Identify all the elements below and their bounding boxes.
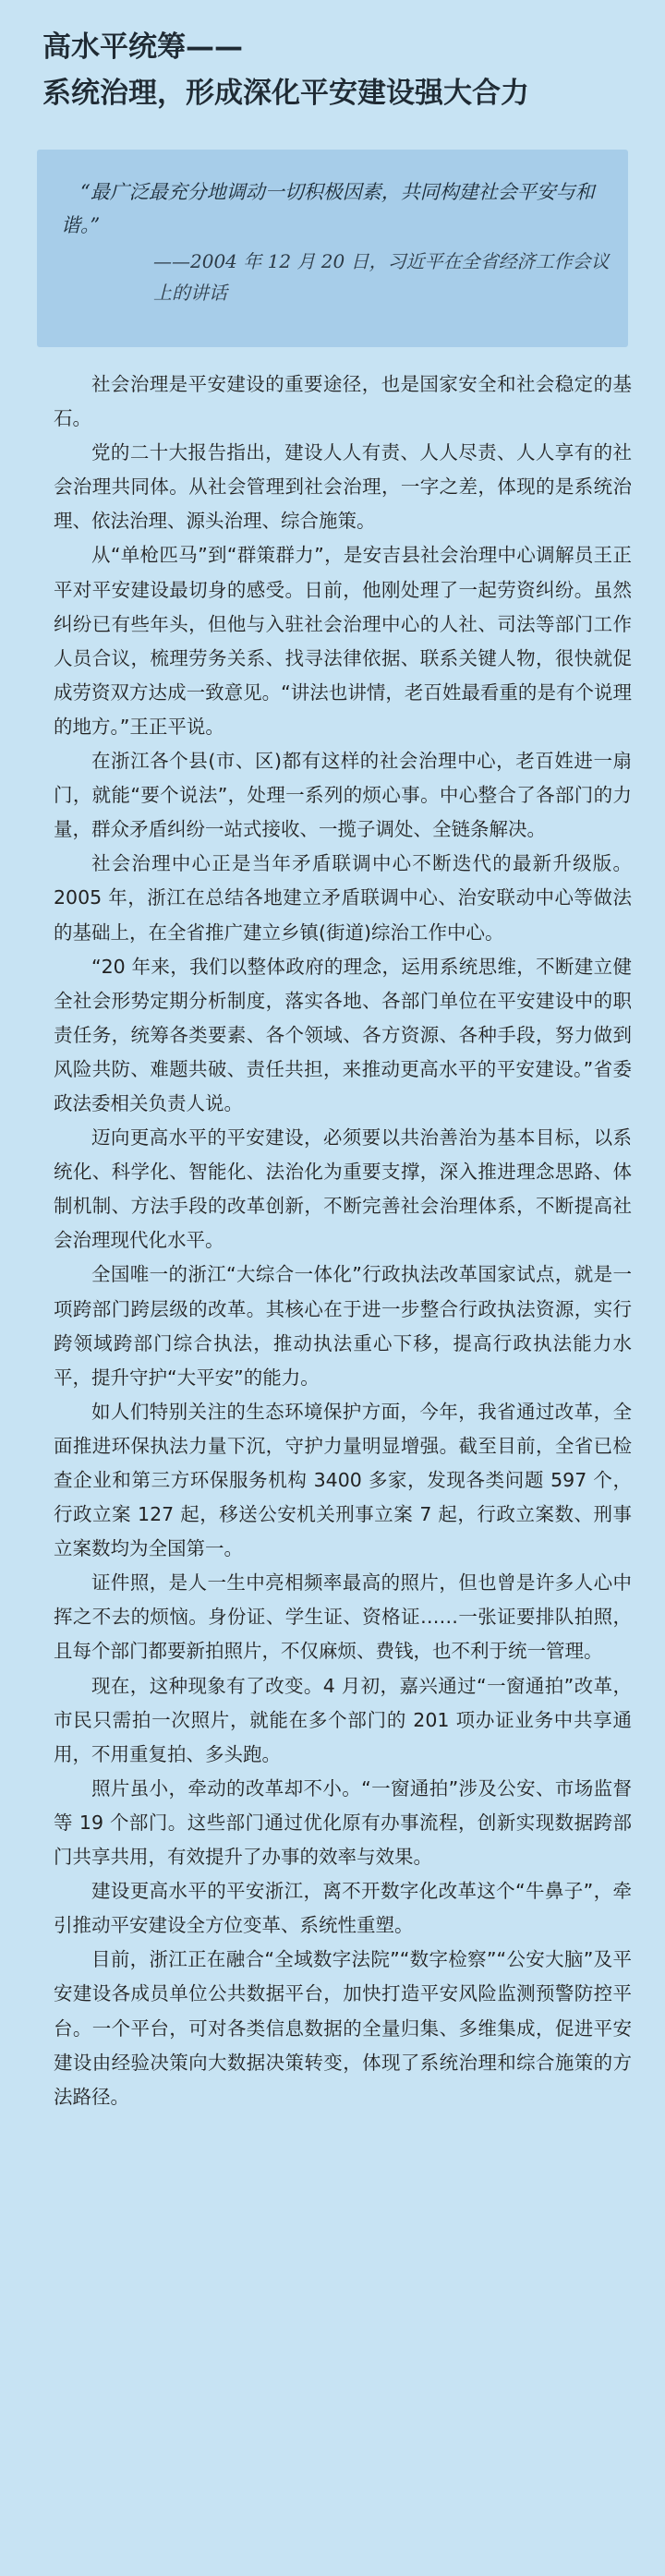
paragraph: 社会治理是平安建设的重要途径，也是国家安全和社会稳定的基石。 (54, 373, 632, 430)
quote-box (37, 150, 628, 347)
paragraph: 从“单枪匹马”到“群策群力”，是安吉县社会治理中心调解员王正平对平安建设最切身的感受。日前，他刚处理了一起劳资纠纷。虽然纠纷已有些年头，但他与入驻社会治理中心的人社、司法等部门工作人员合议，梳理劳务关系、找寻法律依据、联系关键人物，很快就促成劳资双方达成一致意见。“讲法也讲情，老百姓最看重的是有个说理的地方。”王正平说。 (54, 544, 632, 738)
paragraph: 目前，浙江正在融合“全域数字法院”“数字检察”“公安大脑”及平安建设各成员单位公共数据平台，加快打造平安风险监测预警防控平台。一个平台，可对各类信息数据的全量归集、多维集成，促进平安建设由经验决策向大数据决策转变，体现了系统治理和综合施策的方法路径。 (54, 1948, 632, 2108)
paragraph: 在浙江各个县(市、区)都有这样的社会治理中心，老百姓进一扇门，就能“要个说法”，处理一系列的烦心事。中心整合了各部门的力量，群众矛盾纠纷一站式接收、一揽子调处、全链条解决。 (54, 750, 632, 841)
paragraph: “20 年来，我们以整体政府的理念，运用系统思维，不断建立健全社会形势定期分析制度，落实各地、各部门单位在平安建设中的职责任务，统筹各类要素、各个领域、各方资源、各种手段，努力做到风险共防、难题共破、责任共担，来推动更高水平的平安建设。”省委政法委相关负责人说。 (54, 955, 632, 1114)
paragraph: 现在，这种现象有了改变。4 月初，嘉兴通过“一窗通拍”改革，市民只需拍一次照片，就能在多个部门的 201 项办证业务中共享通用，不用重复拍、多头跑。 (54, 1674, 632, 1765)
paragraph: 党的二十大报告指出，建设人人有责、人人尽责、人人享有的社会治理共同体。从社会管理到社会治理，一字之差，体现的是系统治理、依法治理、源头治理、综合施策。 (54, 441, 632, 533)
article-body (54, 367, 632, 2114)
quote-source: ——2004 年 12 月 20 日，习近平在全省经济工作会议上的讲话 (153, 250, 610, 304)
paragraph: 照片虽小，牵动的改革却不小。“一窗通拍”涉及公安、市场监督等 19 个部门。这些部门通过优化原有办事流程，创新实现数据跨部门共享共用，有效提升了办事的效率与效果。 (54, 1776, 632, 1869)
section-title (42, 26, 634, 114)
title-line-2: 系统治理，形成深化平安建设强大合力 (42, 77, 529, 110)
paragraph: 社会治理中心正是当年矛盾联调中心不断迭代的最新升级版。2005 年，浙江在总结各地建立矛盾联调中心、治安联动中心等做法的基础上，在全省推广建立乡镇(街道)综治工作中心。 (54, 852, 632, 944)
paragraph: 如人们特别关注的生态环境保护方面，今年，我省通过改革，全面推进环保执法力量下沉，守护力量明显增强。截至目前，全省已检查企业和第三方环保服务机构 3400 多家，发现各类问题 597 个，行政立案 127 起，移送公安机关刑事立案 7 起，行政立案数、刑事立案数均为全国第一。 (54, 1400, 632, 1560)
paragraph: 全国唯一的浙江“大综合一体化”行政执法改革国家试点，就是一项跨部门跨层级的改革。其核心在于进一步整合行政执法资源，实行跨领域跨部门综合执法，推动执法重心下移，提高行政执法能力水平，提升守护“大平安”的能力。 (54, 1263, 632, 1389)
paragraph: 迈向更高水平的平安建设，必须要以共治善治为基本目标，以系统化、科学化、智能化、法治化为重要支撑，深入推进理念思路、体制机制、方法手段的改革创新，不断完善社会治理体系，不断提高社会治理现代化水平。 (54, 1126, 632, 1252)
title-line-1: 高水平统筹—— (42, 30, 243, 64)
paragraph: 证件照，是人一生中亮相频率最高的照片，但也曾是许多人心中挥之不去的烦恼。身份证、学生证、资格证……一张证要排队拍照，且每个部门都要新拍照片，不仅麻烦、费钱，也不利于统一管理。 (54, 1571, 632, 1663)
paragraph: 建设更高水平的平安浙江，离不开数字化改革这个“牛鼻子”，牵引推动平安建设全方位变革、系统性重塑。 (54, 1880, 632, 1937)
quote-text: “最广泛最充分地调动一切积极因素，共同构建社会平安与和谐。” (61, 181, 595, 236)
